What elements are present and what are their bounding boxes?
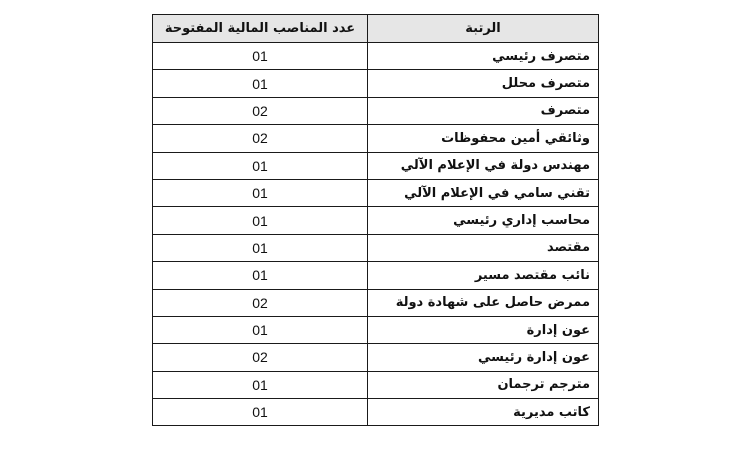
count-cell: 01 [153, 207, 368, 234]
positions-table-container [152, 14, 598, 426]
rank-cell: مترجم ترجمان [368, 371, 599, 398]
count-cell: 02 [153, 289, 368, 316]
table-row [153, 97, 599, 124]
table-row [153, 344, 599, 371]
table-row [153, 399, 599, 426]
count-cell: 01 [153, 262, 368, 289]
rank-cell: عون إدارة [368, 316, 599, 343]
count-cell: 01 [153, 371, 368, 398]
rank-cell: وثائقي أمين محفوظات [368, 125, 599, 152]
table-row [153, 179, 599, 206]
table-row [153, 316, 599, 343]
table-row [153, 70, 599, 97]
count-cell: 01 [153, 70, 368, 97]
rank-cell: ممرض حاصل على شهادة دولة [368, 289, 599, 316]
count-cell: 01 [153, 234, 368, 261]
rank-cell: تقني سامي في الإعلام الآلي [368, 179, 599, 206]
rank-cell: نائب مقتصد مسير [368, 262, 599, 289]
rank-cell: كاتب مديرية [368, 399, 599, 426]
count-cell: 01 [153, 43, 368, 70]
rank-cell: محاسب إداري رئيسي [368, 207, 599, 234]
count-cell: 01 [153, 316, 368, 343]
table-row [153, 262, 599, 289]
table-row [153, 125, 599, 152]
count-cell: 02 [153, 344, 368, 371]
rank-cell: متصرف محلل [368, 70, 599, 97]
rank-cell: مهندس دولة في الإعلام الآلي [368, 152, 599, 179]
count-cell: 02 [153, 125, 368, 152]
positions-table [152, 14, 599, 426]
count-cell: 01 [153, 399, 368, 426]
count-cell: 01 [153, 152, 368, 179]
table-row [153, 43, 599, 70]
rank-cell: مقتصد [368, 234, 599, 261]
header-rank: الرتبة [368, 15, 599, 43]
table-header-row [153, 15, 599, 43]
table-row [153, 207, 599, 234]
rank-cell: متصرف رئيسي [368, 43, 599, 70]
rank-cell: عون إدارة رئيسي [368, 344, 599, 371]
table-row [153, 234, 599, 261]
table-row [153, 289, 599, 316]
header-open-positions: عدد المناصب المالية المفتوحة [153, 15, 368, 43]
table-row [153, 152, 599, 179]
table-row [153, 371, 599, 398]
count-cell: 01 [153, 179, 368, 206]
count-cell: 02 [153, 97, 368, 124]
rank-cell: متصرف [368, 97, 599, 124]
